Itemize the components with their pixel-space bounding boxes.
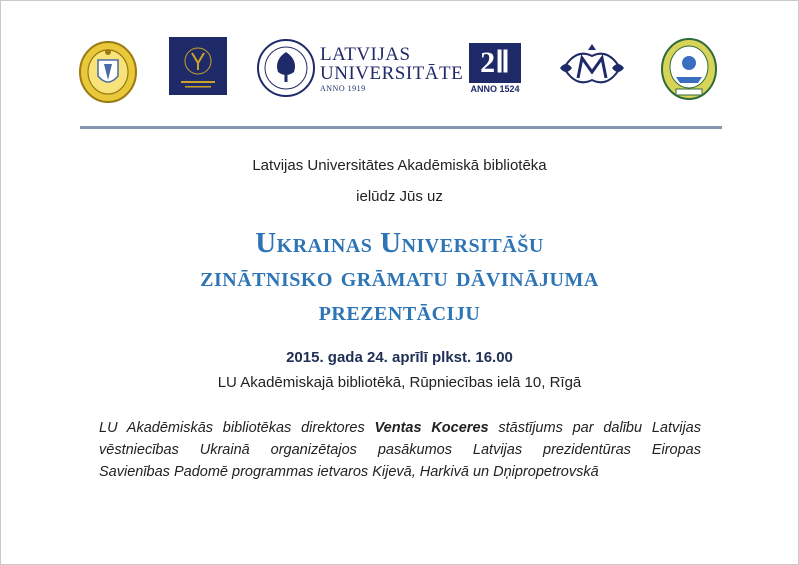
university-emblem-wreath-icon (660, 37, 718, 101)
event-place: LU Akadēmiskajā bibliotēkā, Rūpniecības ielā 10, Rīgā (217, 374, 582, 391)
anno-1524-monogram: 2Ⅱ (469, 43, 521, 83)
logo-name-line1: LATVIJAS (320, 44, 411, 65)
description-part1: LU Akadēmiskās bibliotēkas direktores (99, 420, 375, 436)
description-line2: vēstniecības Ukrainā organizētajos pasākumos Latvijas prezidentūras Eiropas (99, 442, 701, 458)
description-line3: Savienības Padomē programmas ietvaros Kijevā, Harkivā un Dņipropetrovskā (99, 464, 599, 480)
university-emblem-navy-icon (169, 37, 227, 95)
organizer-text: Latvijas Universitātes Akadēmiskā bibliotēka (252, 157, 547, 174)
header-divider (80, 126, 722, 129)
latvijas-universitate-wordmark (320, 46, 463, 94)
event-title-line2: zinātnisko grāmatu dāvinājuma (200, 261, 599, 293)
invites-text: ielūdz Jūs uz (356, 188, 443, 205)
description-part2: stāstījums par dalību Latvijas (488, 420, 701, 436)
logo-name-line2: UNIVERSITĀTE (320, 63, 464, 84)
university-emblem-gold-icon (76, 38, 140, 104)
speaker-name: Ventas Koceres (374, 420, 489, 436)
ornamental-monogram-icon (556, 40, 628, 96)
event-title-line1: Ukrainas Universitāšu (255, 227, 544, 259)
event-description (99, 417, 701, 483)
event-title-line3: prezentāciju (318, 295, 481, 327)
event-date-time: 2015. gada 24. aprīlī plkst. 16.00 (286, 349, 513, 366)
latvijas-universitate-seal-icon (256, 38, 316, 98)
description-line1 (99, 417, 701, 439)
logo-year: ANNO 1919 (320, 84, 366, 93)
anno-1524-year: ANNO 1524 (470, 84, 520, 94)
anno-1524-logo (469, 43, 521, 97)
